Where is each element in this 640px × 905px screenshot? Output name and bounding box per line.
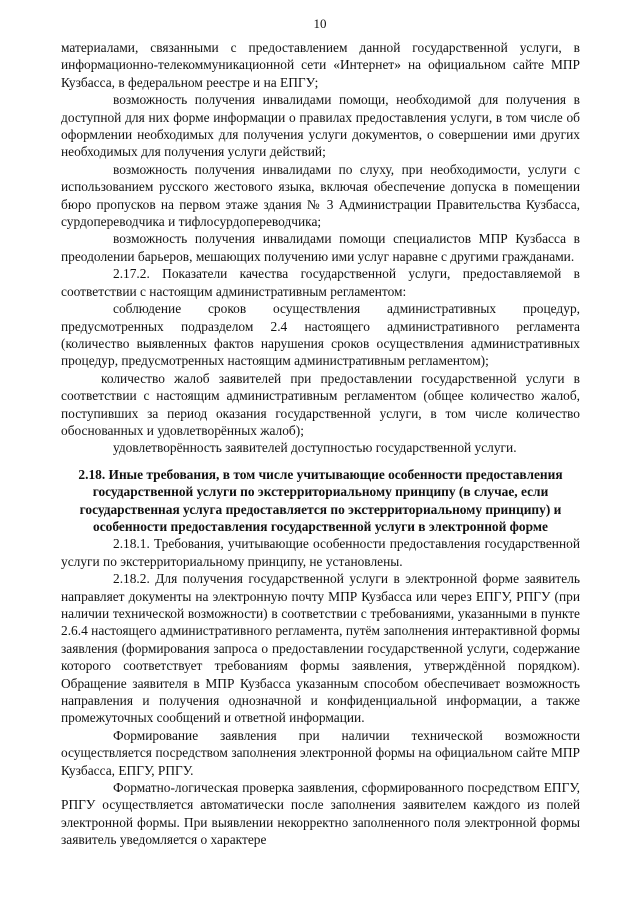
page-number: 10 bbox=[313, 16, 327, 31]
paragraph: Форматно-логическая проверка заявления, сформированного посредством ЕПГУ, РПГУ осуществляется автоматически после заполнения заявителем каждого из полей электронной формы. При выявлении некорректно заполненного поля электронной формы заявитель уведомляется о характере bbox=[61, 780, 580, 848]
list-item: соблюдение сроков осуществления административных процедур, предусмотренных подразделом 2.4 настоящего административного регламента (количество выявленных фактов нарушения сроков осуществления административных процедур, предусмотренных настоящим административным регламентом); bbox=[61, 301, 580, 369]
paragraph: возможность получения инвалидами помощи специалистов МПР Кузбасса в преодолении барьеров, мешающих получению ими услуг наравне с другими гражданами. bbox=[61, 231, 580, 264]
paragraph: 2.17.2. Показатели качества государственной услуги, предоставляемой в соответствии с настоящим административным регламентом: bbox=[61, 266, 580, 299]
paragraph: 2.18.2. Для получения государственной услуги в электронной форме заявитель направляет документы на электронную почту МПР Кузбасса или через ЕПГУ, РПГУ (при наличии технической возможности) в соответствии с требованиями, указанными в пункте 2.6.4 настоящего административного регламента, путём заполнения интерактивной формы заявления (формирования запроса о предоставлении государственной услуги, содержание которого соответствует требованиям формы заявления, утверждённой порядком). Обращение заявителя в МПР Кузбасса указанным способом обеспечивает возможность направления и получения однозначной и конфиденциальной информации, а также промежуточных сообщений и ответной информации. bbox=[61, 571, 580, 726]
list-item: количество жалоб заявителей при предоставлении государственной услуги в соответствии с настоящим административным регламентом (общее количество жалоб, поступивших за период оказания государственной услуги, в том числе количество обоснованных и удовлетворённых жалоб); bbox=[61, 370, 580, 438]
list-item: удовлетворённость заявителей доступностью государственной услуги. bbox=[113, 440, 517, 456]
paragraph: Формирование заявления при наличии технической возможности осуществляется посредством заполнения электронной формы на официальном сайте МПР Кузбасса, ЕПГУ, РПГУ. bbox=[61, 727, 580, 778]
document-body bbox=[61, 39, 580, 849]
section-heading: 2.18. Иные требования, в том числе учитывающие особенности предоставления государственной услуги по экстерриториальному принципу (в случае, если государственная услуга предоставляется по экстерриториальному принципу) и особенности предоставления государственной услуги в электронной форме bbox=[78, 466, 563, 534]
paragraph-continued: материалами, связанными с предоставлением данной государственной услуги, в информационно-телекоммуникационной сети «Интернет» на официальном сайте МПР Кузбасса, в федеральном реестре и на ЕПГУ; bbox=[61, 40, 580, 90]
paragraph: 2.18.1. Требования, учитывающие особенности предоставления государственной услуги по экстерриториальному принципу, не установлены. bbox=[61, 536, 580, 569]
paragraph: возможность получения инвалидами по слуху, при необходимости, услуги с использованием русского жестового языка, включая обеспечение допуска в помещении бюро пропусков на первом этаже здания № 3 Администрации Правительства Кузбасса, сурдопереводчика и тифлосурдопереводчика; bbox=[61, 161, 580, 230]
paragraph: возможность получения инвалидами помощи, необходимой для получения в доступной для них форме информации о правилах предоставления услуги, в том числе об оформлении необходимых для получения услуги документов, о совершении ими других необходимых для получения услуги действий; bbox=[61, 92, 580, 160]
